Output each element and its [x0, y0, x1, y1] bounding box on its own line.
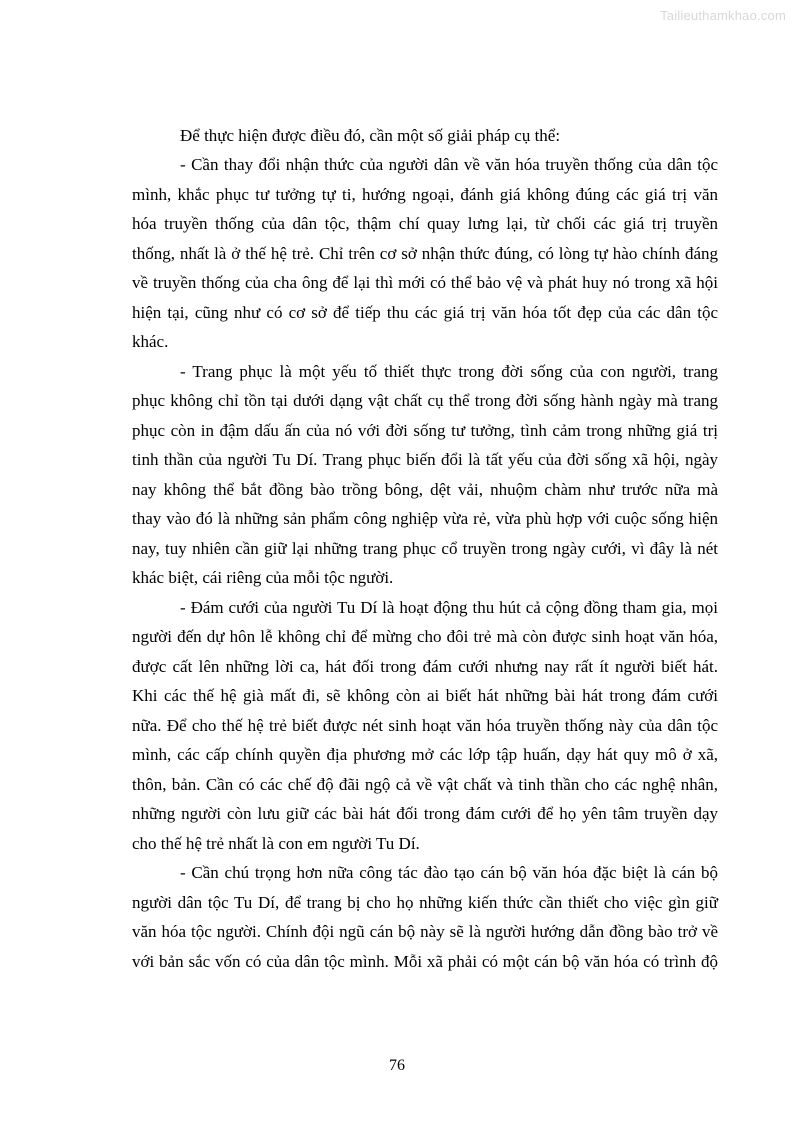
text-line: hiện tại, cũng như có cơ sở để tiếp thu các giá trị văn hóa tốt đẹp của các dân tộc — [132, 303, 718, 322]
text-line: thôn, bản. Cần có các chế độ đãi ngộ cả về vật chất và tinh thần cho các nghệ nhân, — [132, 775, 718, 794]
page-number: 76 — [389, 1057, 405, 1074]
watermark: Tailieuthamkhao.com — [660, 8, 786, 23]
text-line: mình, khắc phục tư tưởng tự ti, hướng ngoại, đánh giá không đúng các giá trị văn — [132, 185, 718, 204]
text-line: khác. — [132, 332, 169, 351]
text-line: - Cần chú trọng hơn nữa công tác đào tạo cán bộ văn hóa đặc biệt là cán bộ — [180, 863, 718, 882]
text-line: khác biệt, cái riêng của mỗi tộc người. — [132, 568, 394, 587]
text-line: - Đám cưới của người Tu Dí là hoạt động thu hút cả cộng đồng tham gia, mọi — [180, 598, 718, 617]
text-line: người đến dự hôn lễ không chỉ để mừng cho đôi trẻ mà còn được sinh hoạt văn hóa, — [132, 627, 718, 646]
text-line: Khi các thế hệ già mất đi, sẽ không còn ai biết hát những bài hát trong đám cưới — [132, 686, 718, 705]
intro-line: Để thực hiện được điều đó, cần một số giải pháp cụ thể: — [180, 126, 561, 145]
text-line: được cất lên những lời ca, hát đối trong đám cưới nhưng nay rất ít người biết hát. — [132, 657, 718, 676]
text-line: thống, nhất là ở thế hệ trẻ. Chỉ trên cơ sở nhận thức đúng, có lòng tự hào chính đáng — [132, 244, 718, 263]
text-line: người dân tộc Tu Dí, để trang bị cho họ những kiến thức cần thiết cho việc gìn giữ — [132, 893, 718, 912]
text-line: nay không thể bắt đồng bào trồng bông, dệt vải, nhuộm chàm như trước nữa mà — [132, 480, 718, 499]
text-line: cho thế hệ trẻ nhất là con em người Tu Dí. — [132, 834, 420, 853]
text-line: với bản sắc vốn có của dân tộc mình. Mỗi xã phải có một cán bộ văn hóa có trình độ — [132, 952, 718, 971]
text-line: thay vào đó là những sản phẩm công nghiệp vừa rẻ, vừa phù hợp với cuộc sống hiện — [132, 509, 718, 528]
text-line: - Cần thay đổi nhận thức của người dân về văn hóa truyền thống của dân tộc — [180, 155, 718, 174]
text-line: phục còn in đậm dấu ấn của nó với đời sống tư tưởng, tình cảm trong những giá trị — [132, 421, 718, 440]
text-line: nữa. Để cho thế hệ trẻ biết được nét sinh hoạt văn hóa truyền thống này của dân tộc — [132, 716, 718, 735]
text-line: về truyền thống của cha ông để lại thì mới có thể bảo vệ và phát huy nó trong xã hội — [132, 273, 718, 292]
text-line: - Trang phục là một yếu tố thiết thực trong đời sống của con người, trang — [180, 362, 718, 381]
text-line: hóa truyền thống của dân tộc, thậm chí quay lưng lại, từ chối các giá trị truyền — [132, 214, 718, 233]
text-line: nay, tuy nhiên cần giữ lại những trang phục cổ truyền trong ngày cưới, vì đây là nét — [132, 539, 718, 558]
text-line: tinh thần của người Tu Dí. Trang phục biến đổi là tất yếu của đời sống xã hội, ngày — [132, 450, 718, 469]
text-line: mình, các cấp chính quyền địa phương mở các lớp tập huấn, dạy hát quy mô ở xã, — [132, 745, 718, 764]
text-line: văn hóa tộc người. Chính đội ngũ cán bộ này sẽ là người hướng dẫn đồng bào trở về — [132, 922, 718, 941]
text-line: những người còn lưu giữ các bài hát đối trong đám cưới để họ yên tâm truyền dạy — [132, 804, 718, 823]
text-line: phục không chỉ tồn tại dưới dạng vật chất cụ thể trong đời sống hành ngày mà trang — [132, 391, 718, 410]
